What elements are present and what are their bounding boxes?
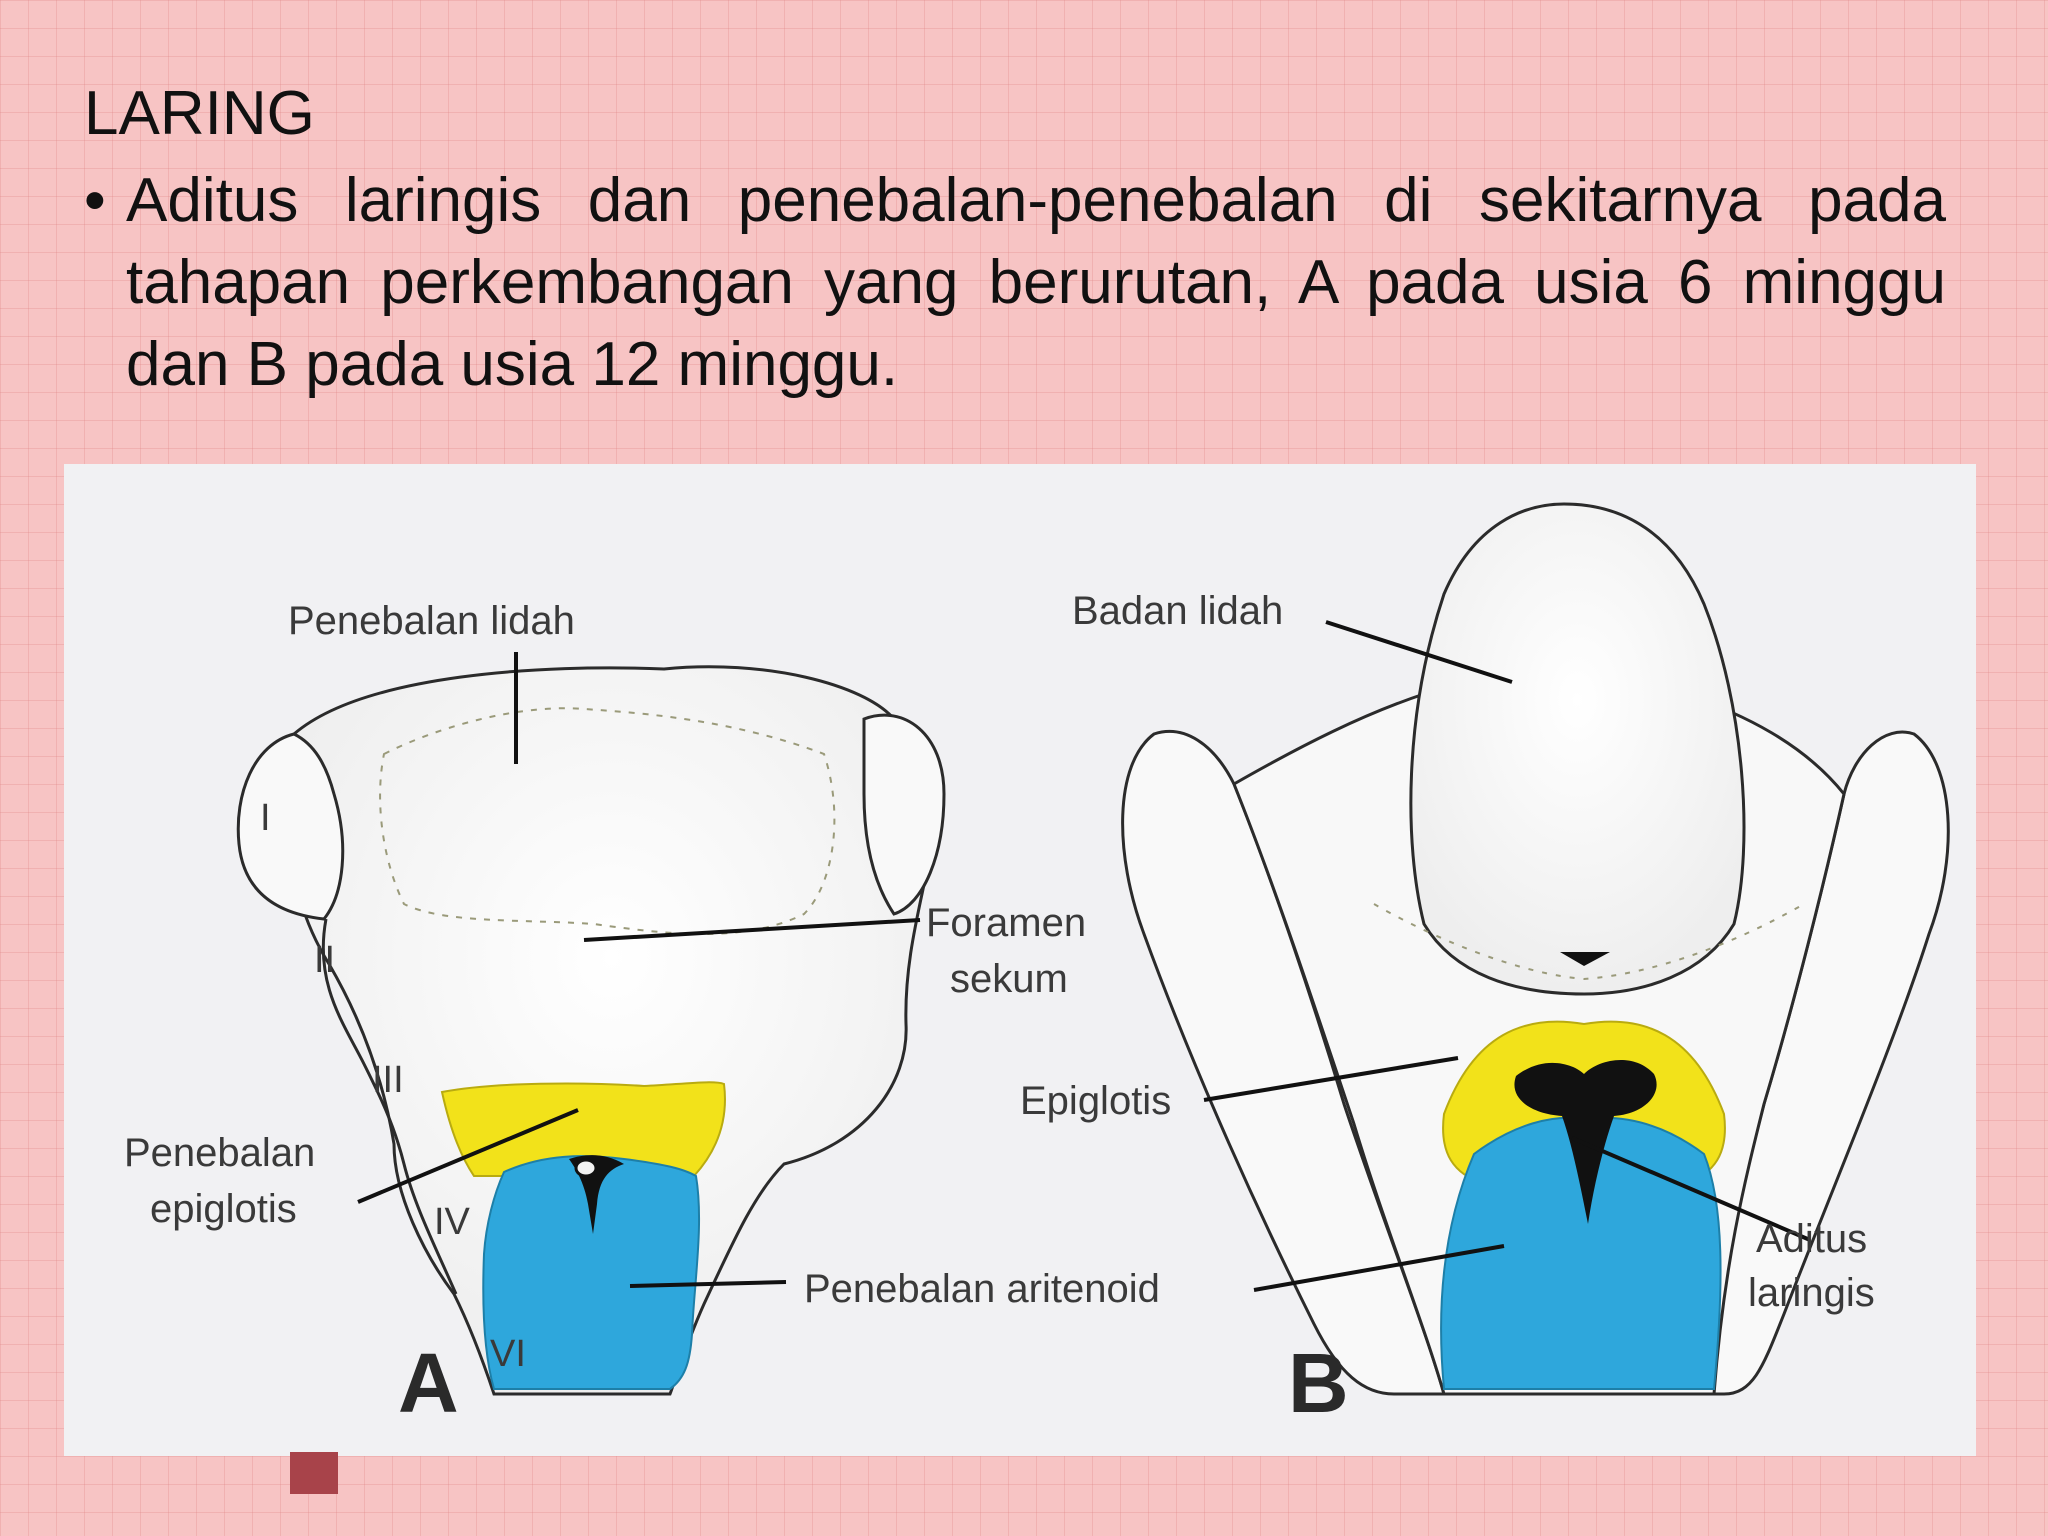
label-epiglotis: Epiglotis (1020, 1079, 1172, 1123)
label-aditus-line1: Aditus (1756, 1217, 1868, 1261)
label-foramen-line2: sekum (950, 957, 1068, 1001)
label-aditus-line2: laringis (1748, 1271, 1875, 1315)
bullet-dot: • (84, 166, 106, 235)
panel-a-letter: A (398, 1336, 459, 1430)
label-penebalan-epiglotis-line2: epiglotis (150, 1187, 297, 1231)
slide-title: LARING (84, 79, 315, 148)
arch-label-i: I (260, 797, 271, 839)
arch-label-vi: VI (490, 1333, 526, 1375)
larynx-diagram (64, 464, 1976, 1456)
larynx-figure (64, 464, 1976, 1456)
aditus-opening-a (576, 1160, 596, 1176)
arch-label-ii: II (314, 939, 336, 981)
decorative-tab (290, 1452, 338, 1494)
panel-b-letter: B (1288, 1336, 1349, 1430)
arch-label-iii: III (372, 1059, 404, 1101)
label-penebalan-epiglotis-line1: Penebalan (124, 1131, 316, 1175)
bullet-point (84, 160, 1946, 406)
label-penebalan-lidah: Penebalan lidah (288, 599, 575, 643)
tongue-body-b (1411, 504, 1744, 994)
label-foramen-line1: Foramen (926, 901, 1087, 945)
label-badan-lidah: Badan lidah (1072, 589, 1284, 633)
bullet-text: Aditus laringis dan penebalan-penebalan di sekitarnya pada tahapan perkembangan yang berurutan, A pada usia 6 minggu dan B pada usia 12 minggu. (126, 166, 1946, 399)
label-penebalan-aritenoid: Penebalan aritenoid (804, 1267, 1160, 1311)
arch-label-iv: IV (434, 1201, 470, 1243)
